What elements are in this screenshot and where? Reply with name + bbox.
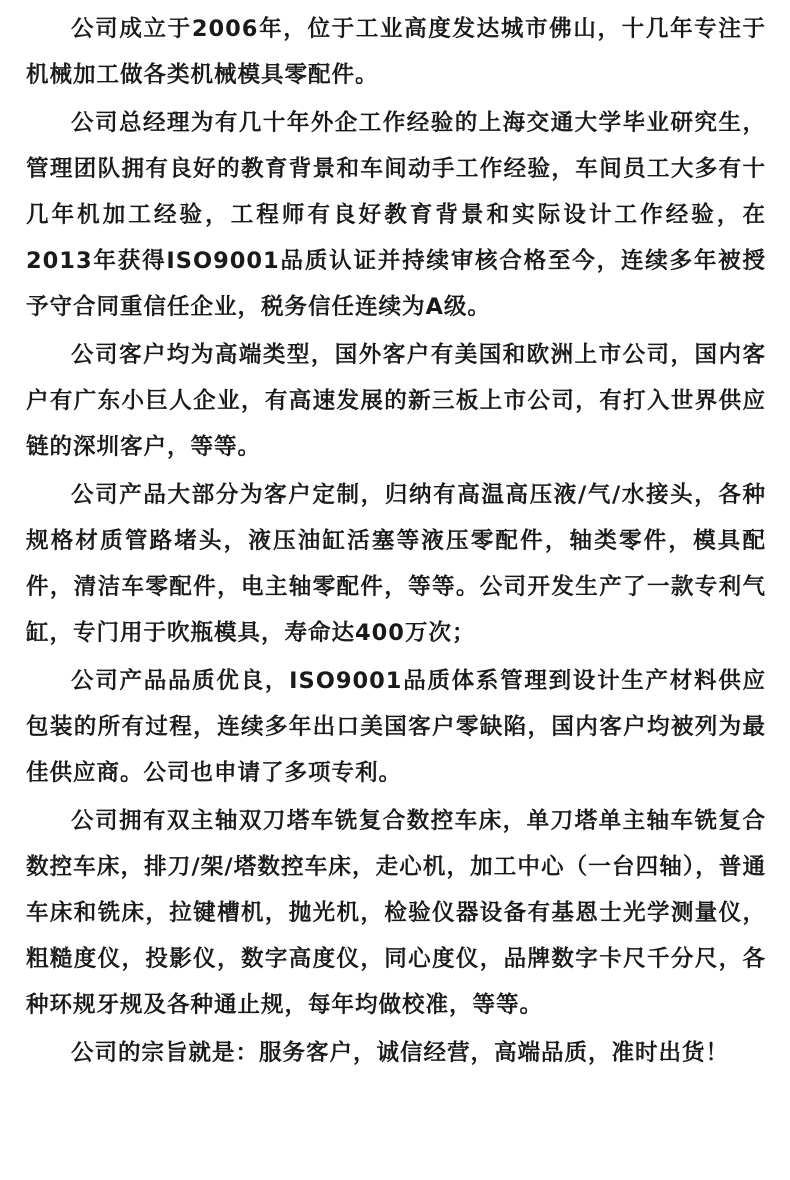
- paragraph-quality: 公司产品品质优良，ISO9001品质体系管理到设计生产材料供应包装的所有过程，连续多年出口美国客户零缺陷，国内客户均被列为最佳供应商。公司也申请了多项专利。: [26, 668, 766, 786]
- paragraph-mission: 公司的宗旨就是：服务客户，诚信经营，高端品质，准时出货！: [71, 1040, 730, 1066]
- paragraph-management: 公司总经理为有几十年外企工作经验的上海交通大学毕业研究生，管理团队拥有良好的教育背景和车间动手工作经验，车间员工大多有十几年机加工经验，工程师有良好教育背景和实际设计工作经验，在2013年获得ISO9001品质认证并持续审核合格至今，连续多年被授予守合同重信任企业，税务信任连续为A级。: [26, 110, 766, 320]
- paragraph-equipment: 公司拥有双主轴双刀塔车铣复合数控车床，单刀塔单主轴车铣复合数控车床，排刀/架/塔数控车床，走心机，加工中心（一台四轴），普通车床和铣床，拉键槽机，抛光机，检验仪器设备有基恩士光学测量仪，粗糙度仪，投影仪，数字高度仪，同心度仪，品牌数字卡尺千分尺，各种环规牙规及各种通止规，每年均做校准，等等。: [26, 808, 766, 1018]
- company-profile-document: [26, 6, 766, 1076]
- paragraph-founding: 公司成立于2006年，位于工业高度发达城市佛山，十几年专注于机械加工做各类机械模具零配件。: [26, 16, 766, 88]
- paragraph-customers: 公司客户均为高端类型，国外客户有美国和欧洲上市公司，国内客户有广东小巨人企业，有高速发展的新三板上市公司，有打入世界供应链的深圳客户，等等。: [26, 342, 766, 460]
- paragraph-products: 公司产品大部分为客户定制，归纳有高温高压液/气/水接头，各种规格材质管路堵头，液压油缸活塞等液压零配件，轴类零件，模具配件，清洁车零配件，电主轴零配件，等等。公司开发生产了一款专利气缸，专门用于吹瓶模具，寿命达400万次；: [26, 482, 766, 646]
